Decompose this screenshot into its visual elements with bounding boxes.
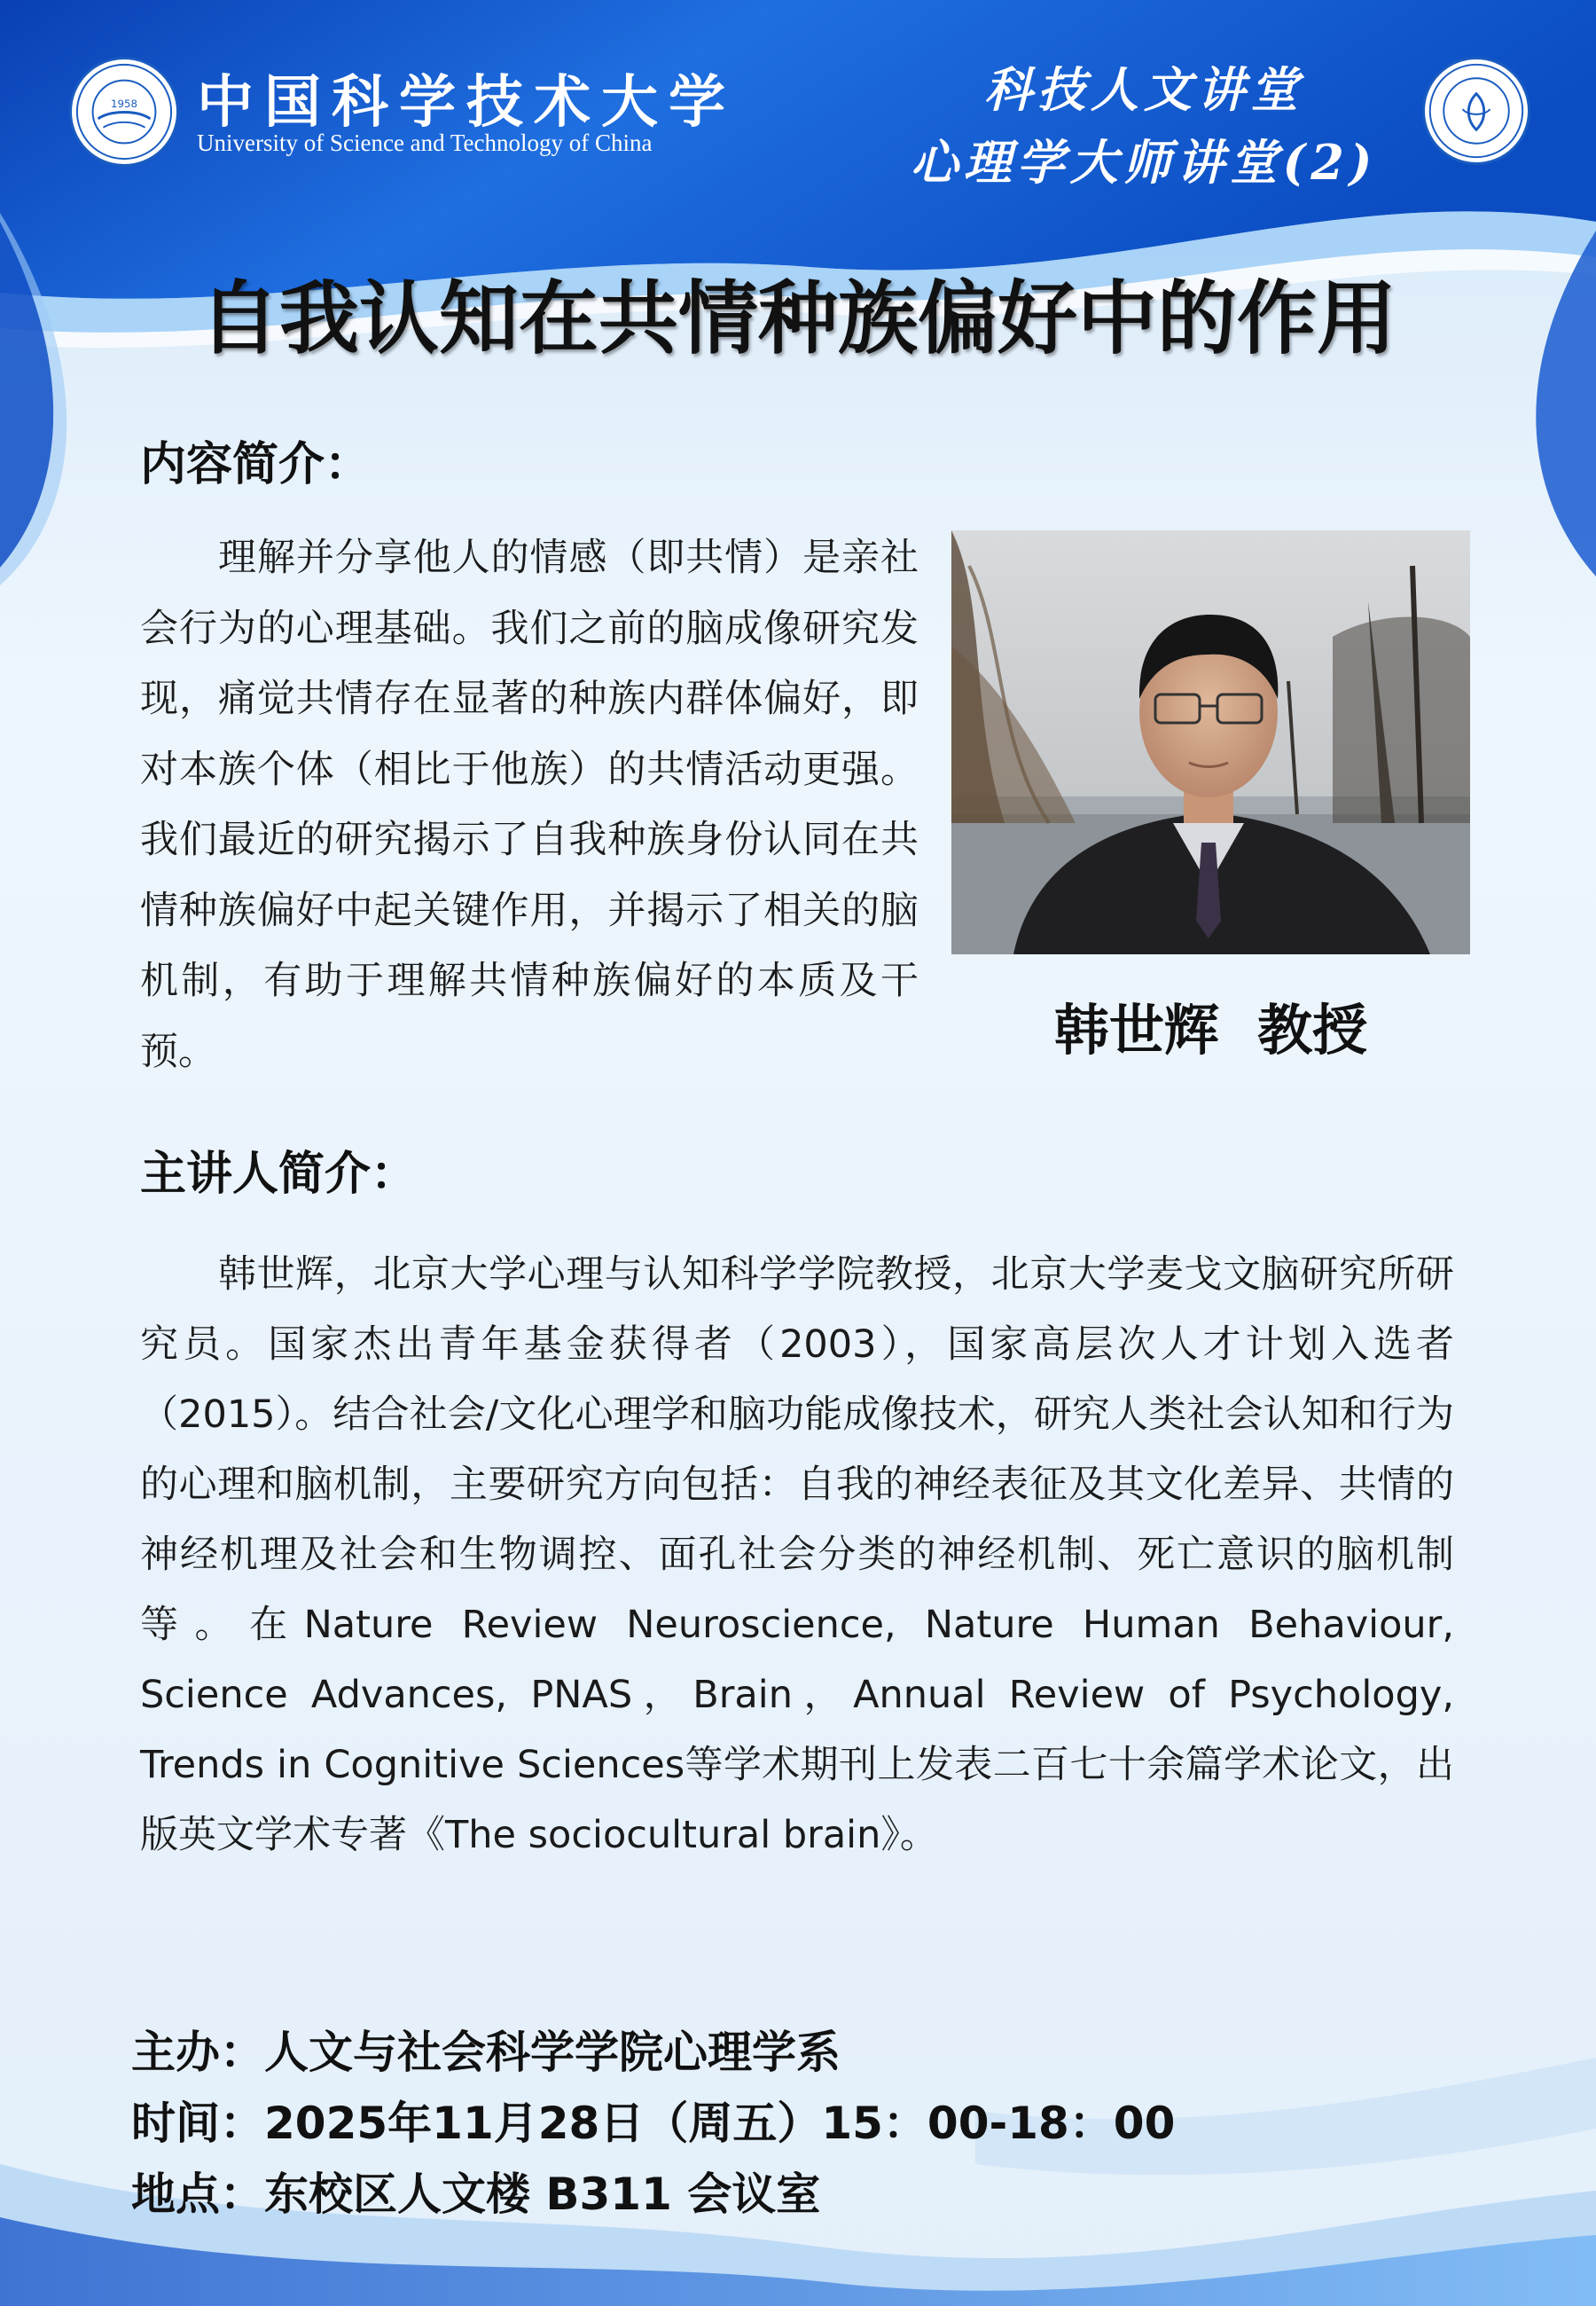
lecture-title: 自我认知在共情种族偏好中的作用 — [200, 272, 1396, 365]
abstract-text: 理解并分享他人的情感（即共情）是亲社会行为的心理基础。我们之前的脑成像研究发现，痛觉共情存在显著的种族内群体偏好，即对本族个体（相比于他族）的共情活动更强。我们最近的研究揭示了自我种族身份认同在共情种族偏好中起关键作用，并揭示了相关的脑机制，有助于理解共情种族偏好的本质及干预。 — [140, 536, 919, 1074]
department-logo — [1422, 57, 1530, 165]
university-name-en: University of Science and Technology of China — [197, 129, 653, 156]
speaker-bio-text: 韩世辉，北京大学心理与认知科学学院教授，北京大学麦戈文脑研究所研究员。国家杰出青年基金获得者（2003），国家高层次人才计划入选者（2015）。结合社会/文化心理学和脑功能成像技术，研究人类社会认知和行为的心理和脑机制，主要研究方向包括：自我的神经表征及其文化差异、共情的神经机理及社会和生物调控、面孔社会分类的神经机制、死亡意识的脑机制等。在Nature Review Neuroscience, Nature Human Behaviour, Science Advances, PNAS，Brain，Annual Review of Psychology, Trends in Cognitive Sciences等学术期刊上发表二百七十余篇学术论文，出版英文学术专著《The sociocultural brain》。 — [140, 1252, 1454, 1857]
series-line-1: 科技人文讲堂 — [984, 61, 1303, 118]
university-logo — [69, 57, 179, 167]
event-host: 主办：人文与社会科学学院心理学系 — [131, 2027, 841, 2078]
content-heading: 内容简介： — [140, 438, 372, 491]
speaker-name: 韩世辉 教授 — [1053, 998, 1368, 1063]
event-time: 时间：2025年11月28日（周五）15：00-18：00 — [131, 2098, 1176, 2149]
logo-year: 1958 — [110, 98, 138, 111]
speaker-heading: 主讲人简介： — [140, 1148, 418, 1201]
event-place: 地点：东校区人文楼 B311 会议室 — [131, 2169, 821, 2220]
lecture-series-title — [878, 53, 1410, 199]
speaker-photo — [951, 530, 1470, 954]
university-name-cn: 中国科学技术大学 — [197, 69, 736, 136]
series-line-2: 心理学大师讲堂(2) — [910, 134, 1378, 191]
